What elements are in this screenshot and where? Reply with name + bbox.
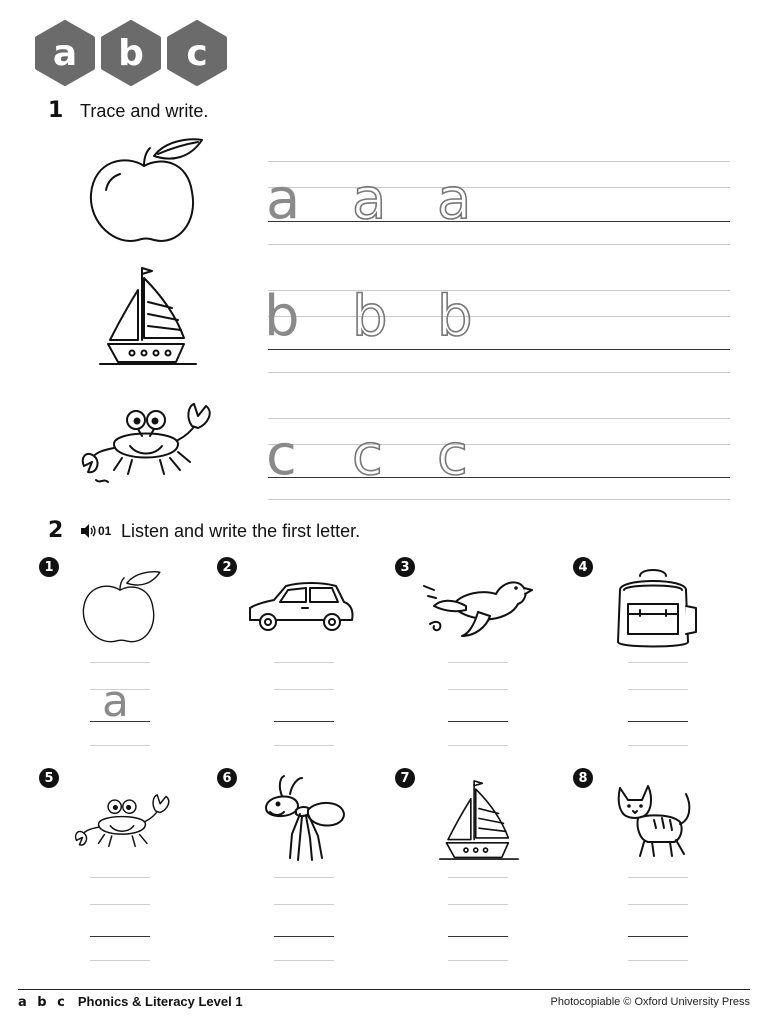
hexagon-letter-c: c [186,33,208,74]
audio-track[interactable] [80,524,111,538]
trace-letter-dotted[interactable]: a [437,167,472,232]
hexagon-b [100,20,162,86]
descender-guide [268,244,730,245]
base-guide [448,721,508,722]
mid-guide [448,904,508,905]
hexagon-a [34,20,96,86]
base-guide [628,721,688,722]
cat-icon [614,780,698,860]
base-guide [90,936,150,937]
top-guide [274,877,334,878]
trace-letter-dotted[interactable]: c [352,423,383,488]
descender-guide [628,960,688,961]
descender-guide [90,960,150,961]
header-logo [34,20,234,86]
mid-guide [274,689,334,690]
footer-copyright: Photocopiable © Oxford University Press [550,996,750,1008]
hexagon-c [166,20,228,86]
trace-letter-dotted[interactable]: a [352,167,387,232]
footer-series-title: Phonics & Literacy Level 1 [77,994,243,1009]
descender-guide [274,960,334,961]
item-number: 8 [573,768,593,788]
descender-guide [448,745,508,746]
mid-guide [628,904,688,905]
descender-guide [268,372,730,373]
trace-letter-dotted[interactable]: c [437,423,468,488]
descender-guide [90,745,150,746]
sailboat-icon [438,776,520,864]
trace-letter-dotted[interactable]: b [352,284,388,349]
crab-icon [78,400,214,490]
audio-track-number: 01 [98,524,112,538]
item-number: 2 [217,557,237,577]
top-guide [274,662,334,663]
item-number: 1 [39,557,59,577]
top-guide [268,290,730,291]
top-guide [90,662,150,663]
section2-number: 2 [48,518,64,543]
base-guide [268,349,730,350]
section1-number: 1 [48,98,64,123]
mid-guide [90,904,150,905]
top-guide [90,877,150,878]
descender-guide [448,960,508,961]
mid-guide [274,904,334,905]
crab-icon [72,792,172,858]
item-number: 4 [573,557,593,577]
hexagon-letter-a: a [52,33,78,74]
backpack-icon [610,566,700,652]
trace-letter-solid: c [266,423,297,488]
mid-guide [268,187,730,188]
top-guide [268,161,730,162]
mid-guide [268,316,730,317]
descender-guide [274,745,334,746]
mid-guide [268,444,730,445]
item-number: 5 [39,768,59,788]
trace-letter-solid: b [264,284,300,349]
top-guide [268,418,730,419]
mid-guide [448,689,508,690]
hexagon-letter-b: b [118,33,144,74]
descender-guide [628,745,688,746]
base-guide [448,936,508,937]
sailboat-icon [98,262,198,370]
top-guide [628,662,688,663]
trace-letter-solid: a [266,167,301,232]
mid-guide [628,689,688,690]
answer-letter[interactable]: a [102,676,129,727]
ant-icon [252,774,348,864]
base-guide [268,477,730,478]
descender-guide [268,499,730,500]
footer-series [18,994,243,1010]
footer-abc: a b c [18,995,68,1010]
top-guide [628,877,688,878]
base-guide [274,936,334,937]
bird-icon [422,572,534,640]
top-guide [448,662,508,663]
top-guide [448,877,508,878]
apple-icon [86,136,208,248]
car-icon [246,580,356,634]
base-guide [274,721,334,722]
speaker-icon [80,524,96,538]
trace-letter-dotted[interactable]: b [437,284,473,349]
item-number: 3 [395,557,415,577]
section1-title: Trace and write. [80,101,209,121]
item-number: 6 [217,768,237,788]
base-guide [628,936,688,937]
footer-divider [18,989,750,990]
item-number: 7 [395,768,415,788]
apple-icon [80,568,164,648]
base-guide [268,221,730,222]
section2-title: Listen and write the first letter. [121,521,361,541]
